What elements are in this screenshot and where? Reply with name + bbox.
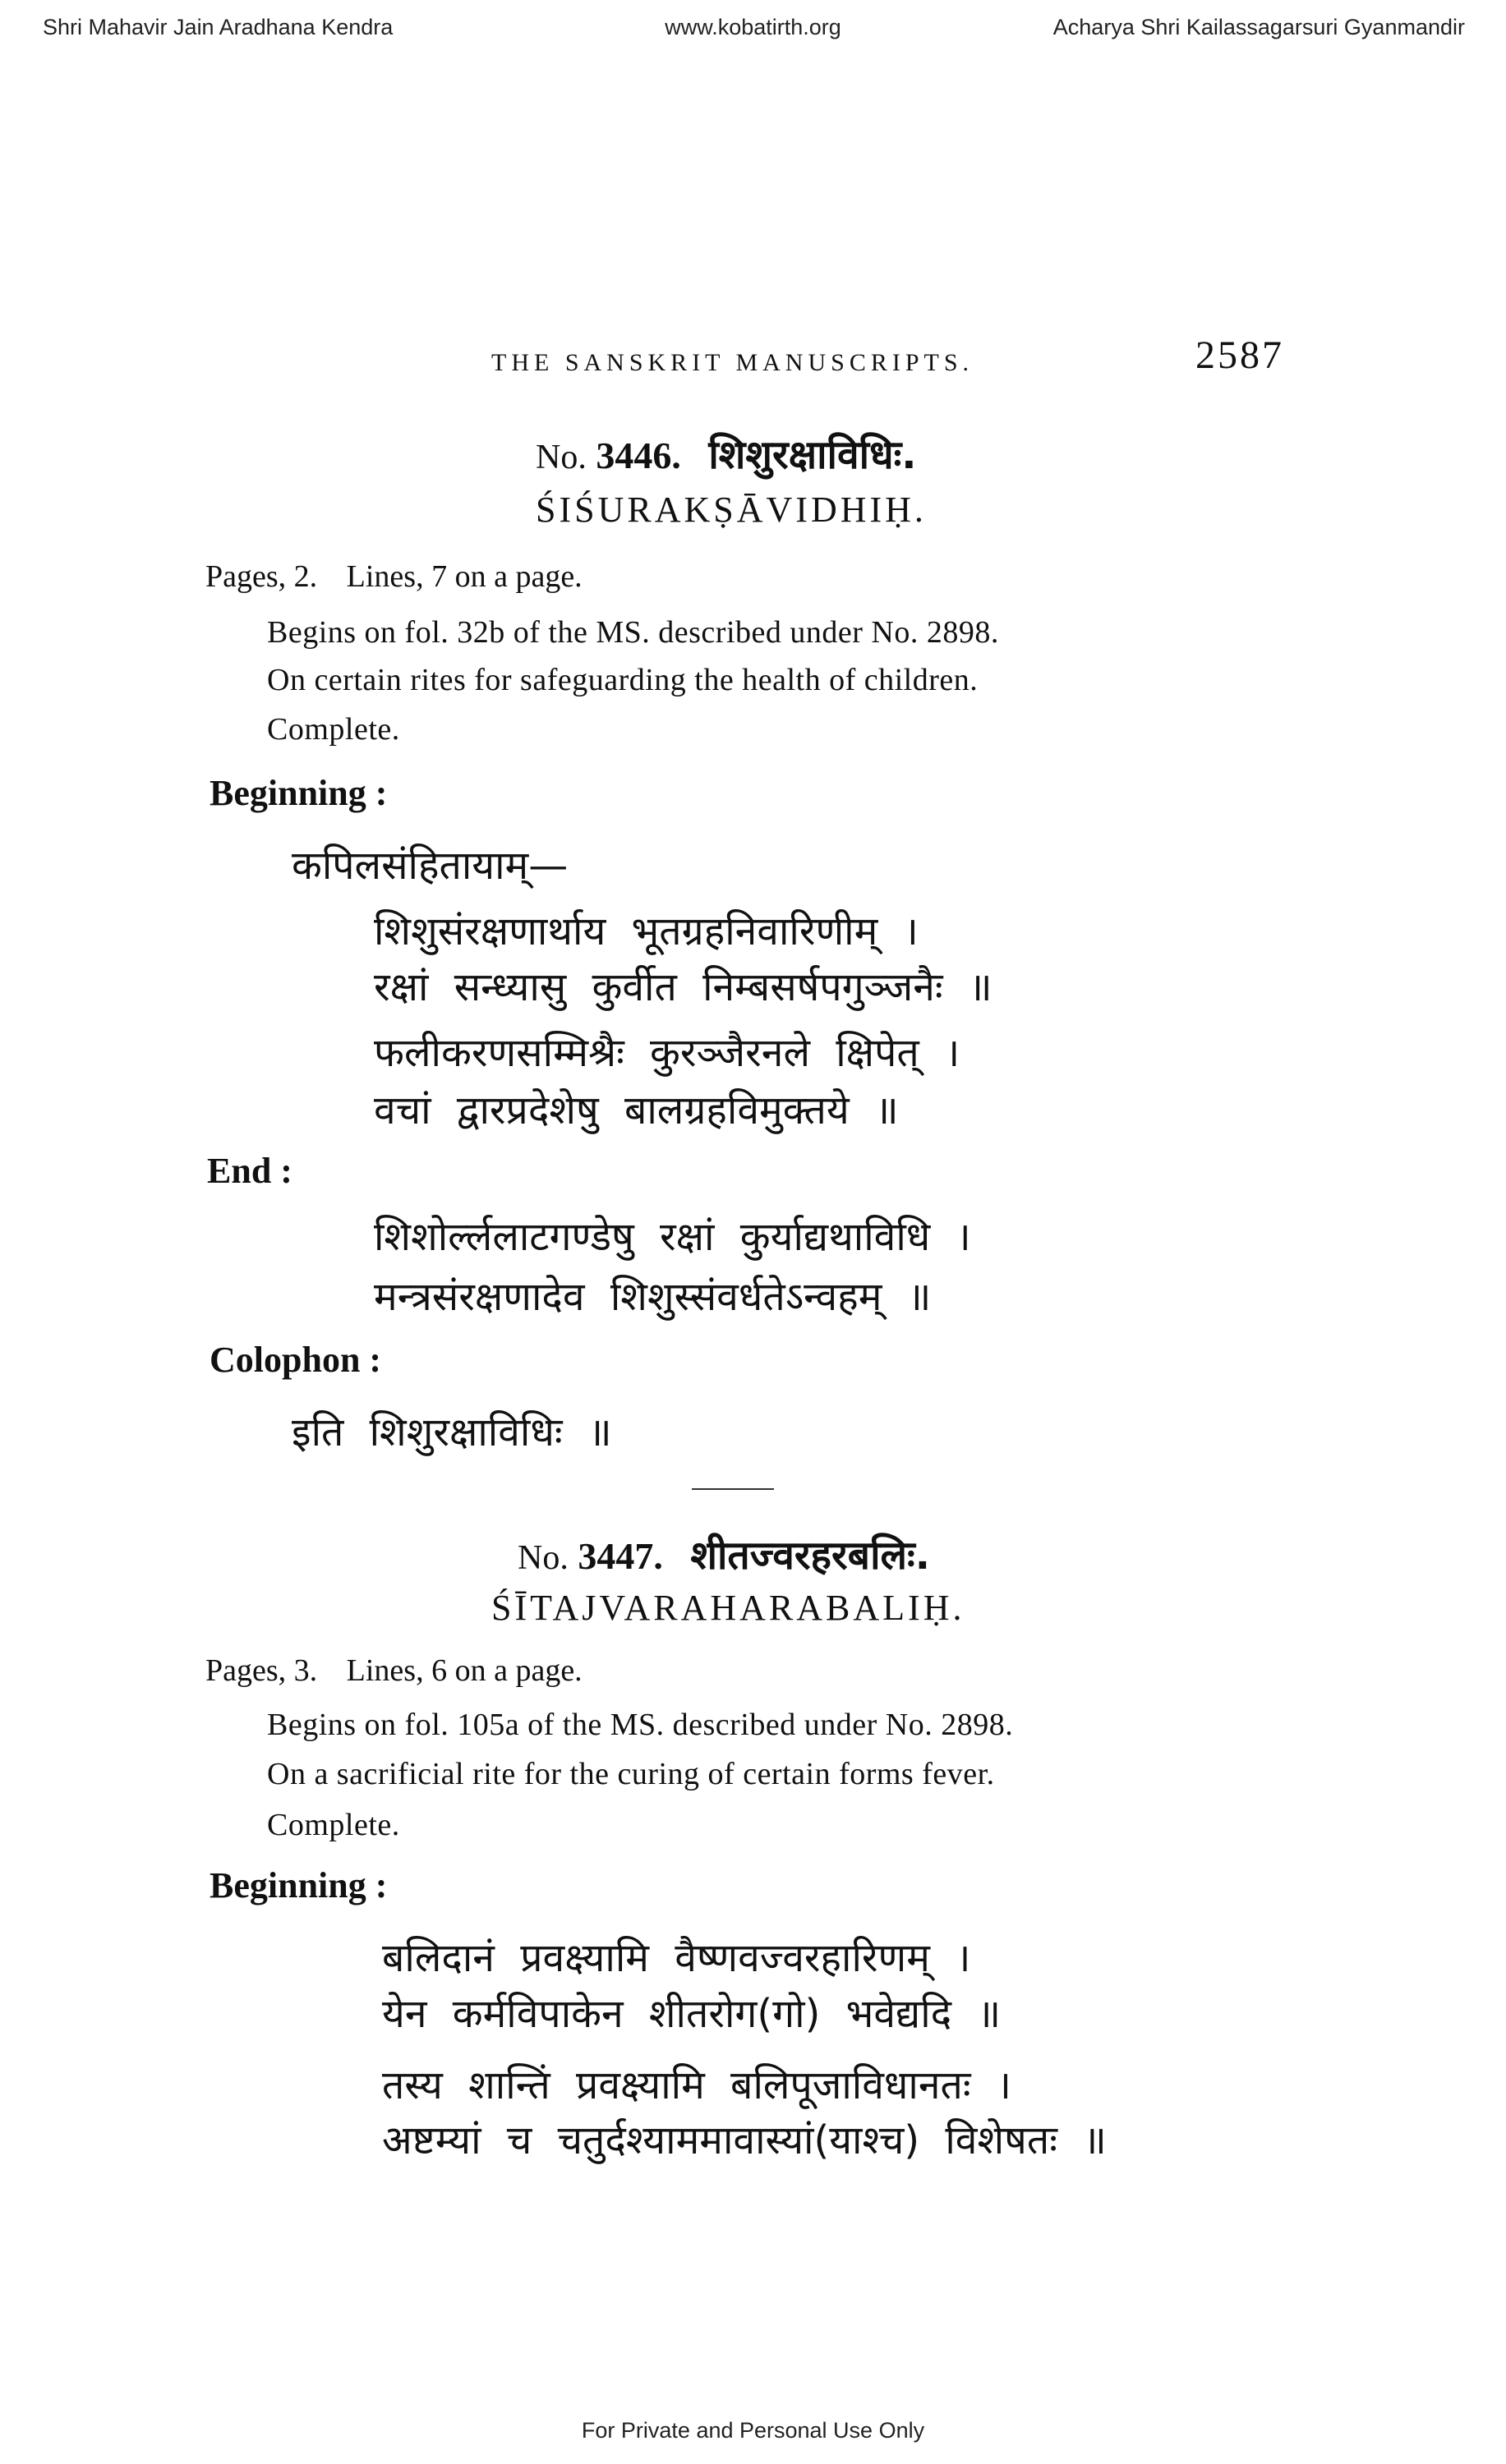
colophon-text: इति शिशुरक्षाविधिः ॥ bbox=[292, 1409, 612, 1455]
entry-divider bbox=[692, 1488, 774, 1490]
entry-body-line: Begins on fol. 32b of the MS. described under No. 2898. bbox=[267, 615, 999, 650]
pages-count: Pages, 3. bbox=[205, 1653, 318, 1688]
entry-meta bbox=[205, 1653, 583, 1689]
entry-body-line: On certain rites for safeguarding the health of children. bbox=[267, 663, 979, 697]
banner-right-text: Acharya Shri Kailassagarsuri Gyanmandir bbox=[1052, 15, 1465, 39]
entry-title-devanagari: शिशुरक्षाविधिः. bbox=[708, 432, 917, 478]
entry-body-line: On a sacrificial rite for the curing of certain forms fever. bbox=[267, 1757, 995, 1791]
entry-meta bbox=[205, 559, 583, 595]
banner-left-text: Shri Mahavir Jain Aradhana Kendra bbox=[43, 15, 394, 39]
entry-body-line: Complete. bbox=[267, 1808, 400, 1842]
entry-title-transliteration: ŚIŚURAKṢĀVIDHIḤ. bbox=[536, 490, 927, 530]
banner-center-url: www.kobatirth.org bbox=[665, 15, 841, 39]
beginning-intro: कपिलसंहितायाम्— bbox=[292, 843, 569, 889]
entry-number: 3446. bbox=[596, 434, 681, 476]
verse-line: तस्य शान्तिं प्रवक्ष्यामि बलिपूजाविधानतः । bbox=[382, 2062, 1011, 2108]
lines-count: Lines, 7 on a page. bbox=[346, 559, 583, 594]
footer-text: For Private and Personal Use Only bbox=[581, 2418, 925, 2443]
verse-line: फलीकरणसम्मिश्रैः कुरञ्जैरनले क्षिपेत् । bbox=[374, 1030, 960, 1076]
beginning-label: Beginning : bbox=[210, 773, 388, 813]
verse-line: बलिदानं प्रवक्ष्यामि वैष्णवज्वरहारिणम् । bbox=[382, 1935, 971, 1981]
end-label: End : bbox=[207, 1151, 292, 1191]
verse-line: येन कर्मविपाकेन शीतरोग(गो) भवेद्यदि ॥ bbox=[382, 1991, 1002, 2037]
pages-count: Pages, 2. bbox=[205, 559, 318, 594]
verse-line: अष्टम्यां च चतुर्दश्याममावास्यां(याश्च) विशेषतः ॥ bbox=[382, 2117, 1107, 2163]
running-head: THE SANSKRIT MANUSCRIPTS. bbox=[491, 349, 974, 376]
verse-line: शिशोर्ल्ललाटगण्डेषु रक्षां कुर्याद्यथाविधि । bbox=[374, 1214, 971, 1260]
colophon-label: Colophon : bbox=[210, 1340, 382, 1380]
beginning-label: Beginning : bbox=[210, 1865, 388, 1905]
entry-no-label: No. bbox=[536, 439, 587, 476]
page-number: 2587 bbox=[1195, 333, 1284, 377]
entry-title bbox=[518, 1528, 930, 1581]
verse-line: वचां द्वारप्रदेशेषु बालग्रहविमुक्तये ॥ bbox=[374, 1087, 899, 1133]
verse-line: मन्त्रसंरक्षणादेव शिशुस्संवर्धतेऽन्वहम् ॥ bbox=[374, 1274, 932, 1320]
entry-no-label: No. bbox=[518, 1539, 569, 1577]
entry-number: 3447. bbox=[578, 1535, 663, 1577]
verse-line: शिशुसंरक्षणार्थाय भूतग्रहनिवारिणीम् । bbox=[374, 908, 919, 954]
entry-title-devanagari: शीतज्वरहरबलिः. bbox=[690, 1533, 930, 1579]
lines-count: Lines, 6 on a page. bbox=[346, 1653, 583, 1688]
verse-line: रक्षां सन्ध्यासु कुर्वीत निम्बसर्षपगुञ्जनैः ॥ bbox=[374, 964, 992, 1010]
entry-title-transliteration: ŚĪTAJVARAHARABALIḤ. bbox=[491, 1588, 965, 1628]
entry-body-line: Begins on fol. 105a of the MS. described under No. 2898. bbox=[267, 1708, 1014, 1742]
entry-title bbox=[536, 427, 917, 480]
entry-body-line: Complete. bbox=[267, 712, 400, 747]
